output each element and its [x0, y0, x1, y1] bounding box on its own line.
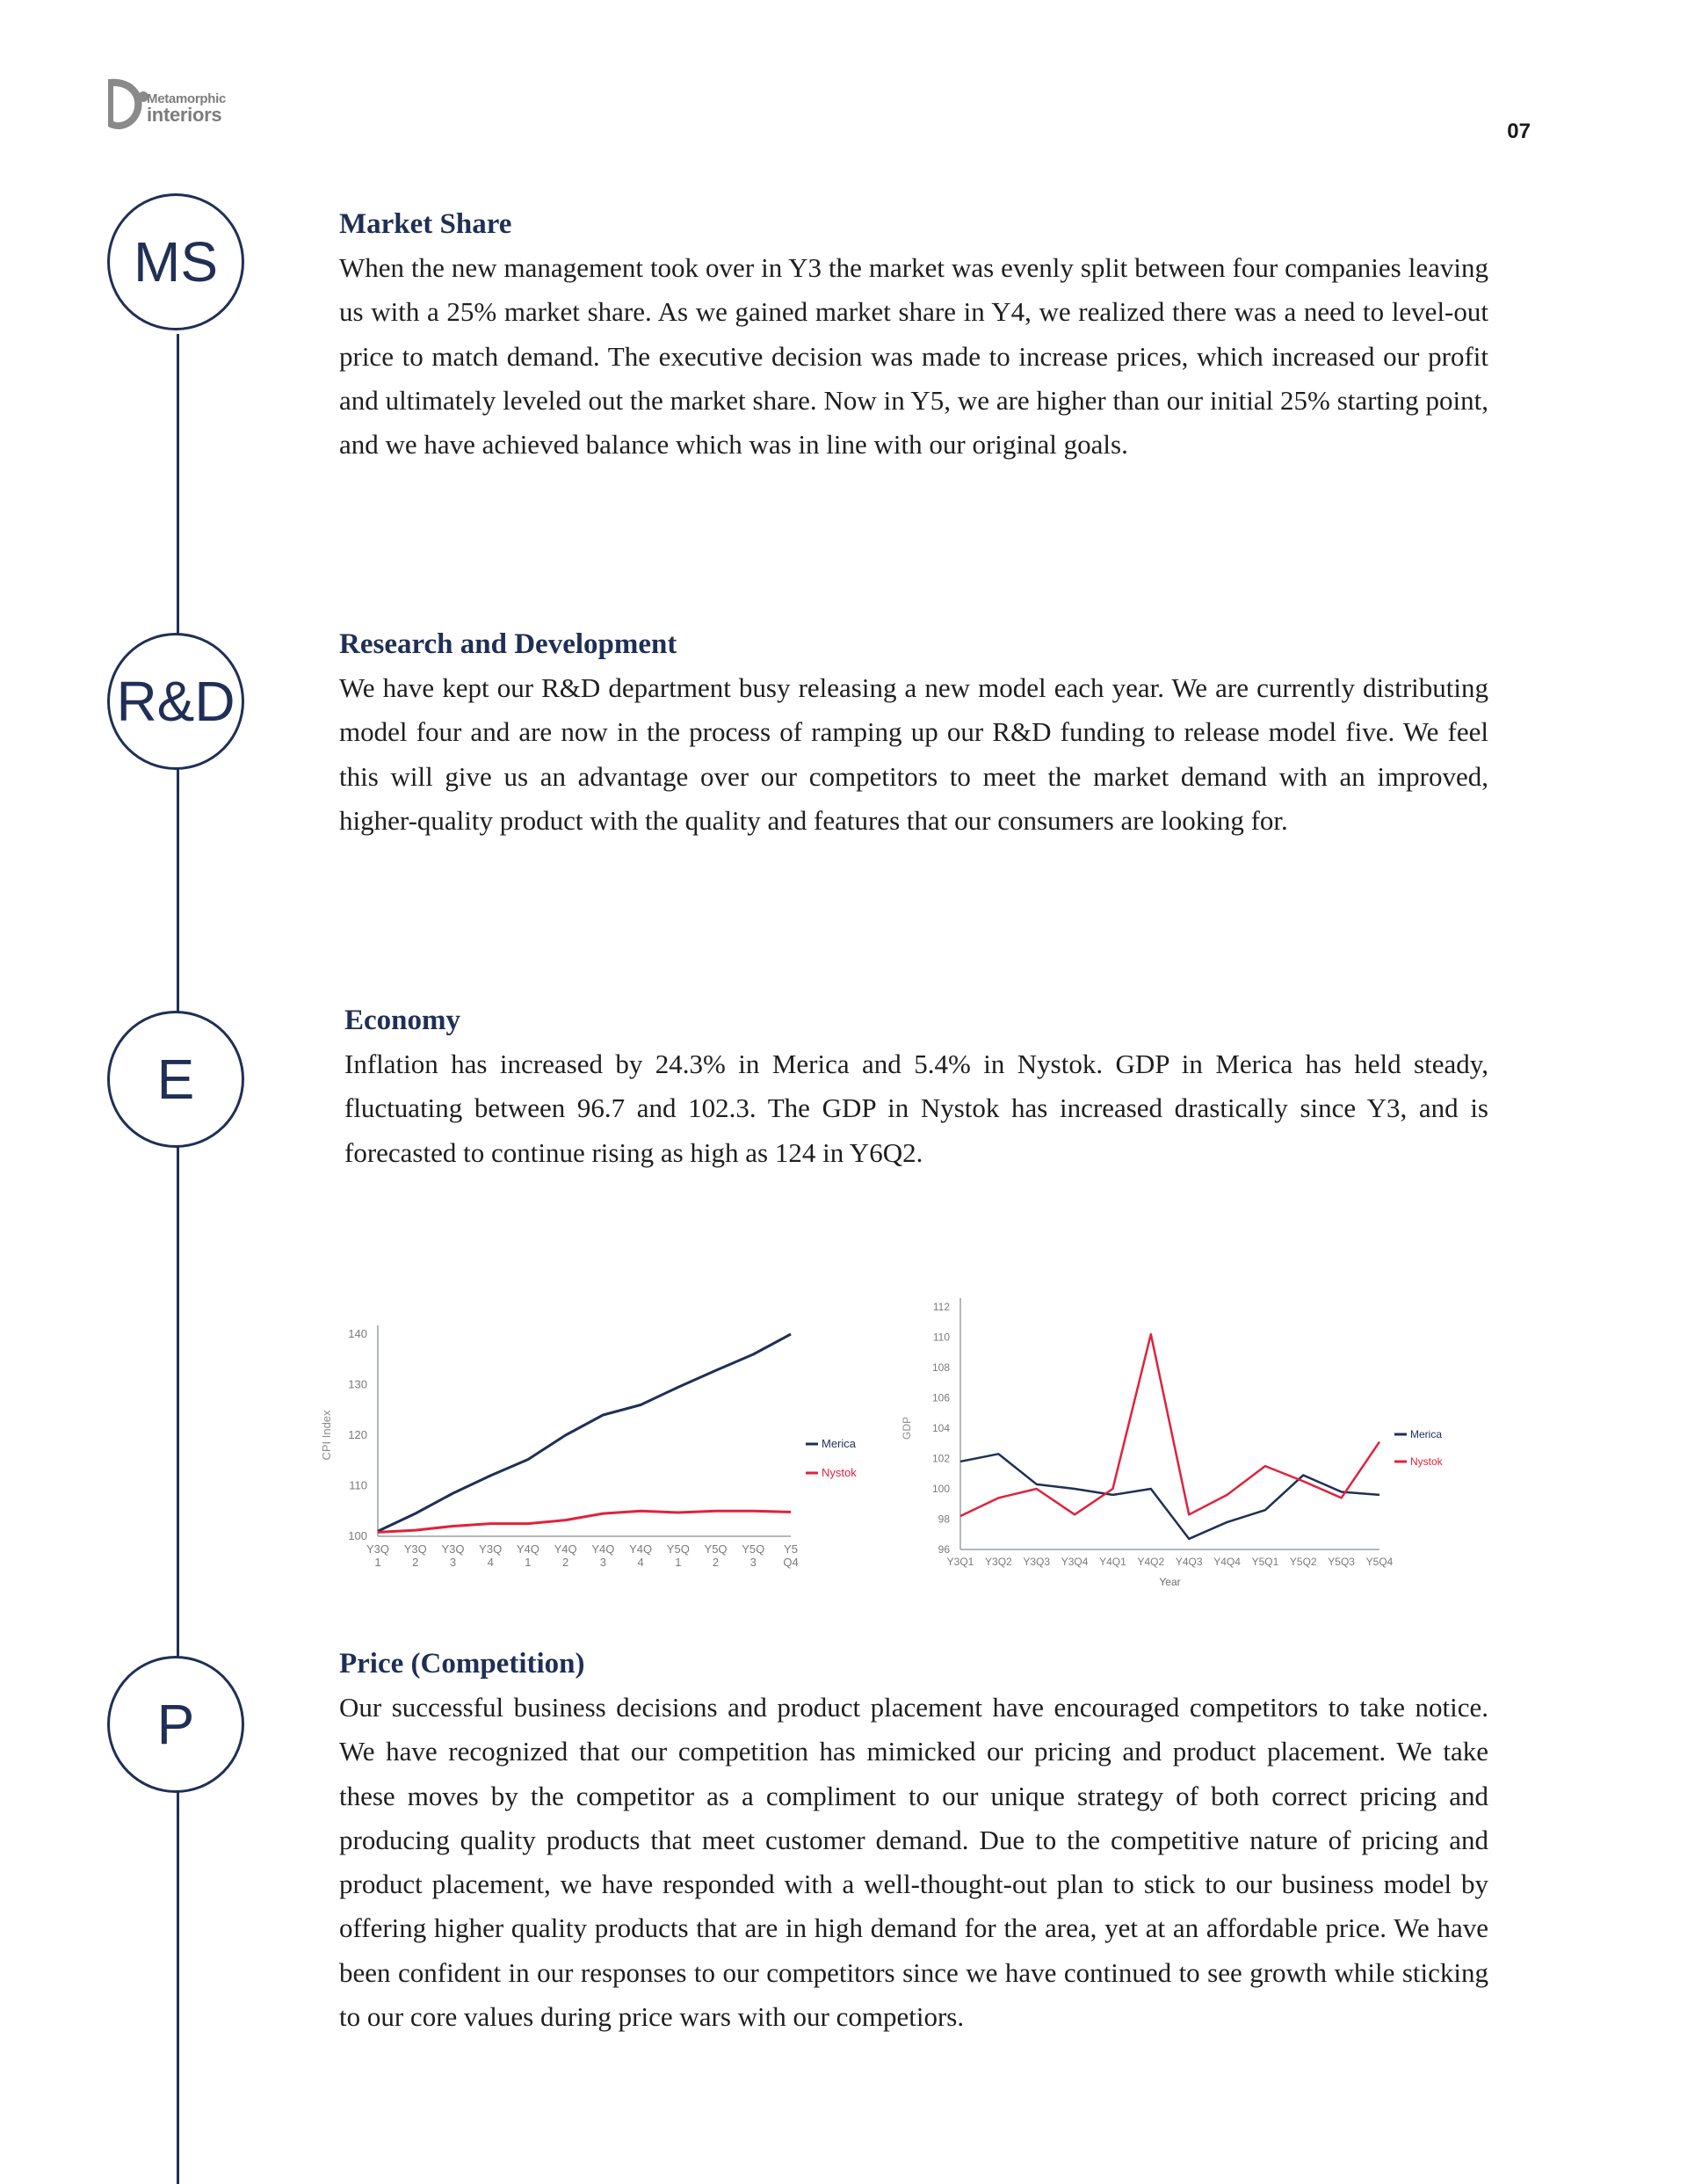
x-tick-label: Y4Q — [516, 1542, 539, 1556]
section-economy — [344, 998, 1488, 1175]
logo-text-large: interiors — [147, 104, 222, 126]
y-tick-label: 96 — [938, 1543, 950, 1556]
y-tick-label: 110 — [932, 1331, 950, 1344]
x-tick-label: Y4Q — [629, 1542, 653, 1556]
y-tick-label: 108 — [931, 1361, 950, 1374]
page-number: 07 — [1507, 120, 1531, 143]
x-tick-label: Y5Q3 — [1328, 1556, 1355, 1568]
company-logo — [103, 74, 243, 137]
section-body: Our successful business decisions and product placement have encouraged competitors to take notice. We have recognized that our competition has mimicked our pricing and product placement. We take these moves by the competitor as a compliment to our unique strategy of both correct pricing and producing quality products that meet customer demand. Due to the competitive nature of pricing and product placement, we have responded with a well-thought-out plan to stick to our business model by offering higher quality products that are in high demand for the area, yet at an affordable price. We have been confident in our responses to our competitors since we have continued to see growth while sticking to our core values during price wars with our competiors. — [339, 1692, 1488, 2033]
legend-label-merica: Merica — [1410, 1428, 1443, 1440]
timeline-line — [177, 334, 179, 2184]
section-research-development — [339, 622, 1488, 843]
x-tick-label: 1 — [374, 1556, 381, 1569]
x-tick-label: Y4Q — [591, 1542, 615, 1556]
legend-label-nystok: Nystok — [1410, 1455, 1443, 1468]
section-market-share — [339, 202, 1488, 467]
badge-market-share: MS — [107, 193, 244, 330]
x-tick-label: Y4Q3 — [1175, 1556, 1203, 1568]
section-price-competition — [339, 1642, 1488, 2039]
cpi-chart-svg — [316, 1310, 857, 1582]
x-tick-label: Y5Q4 — [1365, 1556, 1394, 1568]
x-tick-label: 3 — [599, 1556, 606, 1569]
x-tick-label: Y4Q2 — [1137, 1556, 1165, 1568]
series-line-nystok — [960, 1334, 1379, 1516]
x-tick-label: 4 — [637, 1556, 644, 1569]
logo-mark-icon — [103, 74, 147, 137]
y-tick-label: 110 — [349, 1478, 367, 1492]
x-tick-label: Y5Q — [742, 1542, 765, 1556]
x-tick-label: 1 — [675, 1556, 682, 1569]
x-tick-label: Y3Q — [479, 1542, 503, 1556]
series-line-merica — [378, 1334, 791, 1531]
y-tick-label: 130 — [348, 1377, 367, 1391]
series-line-nystok — [378, 1511, 791, 1532]
series-line-merica — [960, 1454, 1379, 1539]
y-tick-label: 100 — [348, 1529, 367, 1542]
x-tick-label: 1 — [525, 1556, 532, 1569]
gdp-chart — [896, 1292, 1459, 1595]
x-tick-label: Y5Q — [666, 1542, 690, 1556]
section-heading: Economy — [344, 1005, 460, 1036]
x-tick-label: Y3Q — [366, 1542, 390, 1556]
section-heading: Research and Development — [339, 628, 677, 660]
x-tick-label: 2 — [712, 1556, 720, 1569]
y-tick-label: 120 — [348, 1428, 367, 1441]
x-tick-label: Y4Q1 — [1099, 1556, 1126, 1568]
legend-label-merica: Merica — [822, 1437, 857, 1450]
gdp-chart-svg — [896, 1292, 1459, 1591]
x-tick-label: Y3Q3 — [1023, 1556, 1051, 1568]
section-body: Inflation has increased by 24.3% in Merica and 5.4% in Nystok. GDP in Merica has held steady, fluctuating between 96.7 and 102.3. The GDP in Nystok has increased drastically since Y3, and is forecasted to continue rising as high as 124 in Y6Q2. — [344, 1048, 1488, 1168]
x-tick-label: Y3Q2 — [985, 1556, 1012, 1568]
section-body: When the new management took over in Y3 the market was evenly split between four companies leaving us with a 25% market share. As we gained market share in Y4, we realized there was a need to level-out price to match demand. The executive decision was made to increase prices, which increased our profit and ultimately leveled out the market share. Now in Y5, we are higher than our initial 25% starting point, and we have achieved balance which was in line with our original goals. — [339, 252, 1488, 461]
x-tick-label: Y3Q4 — [1061, 1556, 1089, 1568]
badge-economy: E — [107, 1011, 244, 1148]
x-tick-label: Y3Q1 — [946, 1556, 974, 1568]
legend-label-nystok: Nystok — [822, 1466, 857, 1479]
x-tick-label: Y4Q — [554, 1542, 577, 1556]
x-tick-label: Y5Q1 — [1251, 1556, 1279, 1568]
y-tick-label: 104 — [931, 1422, 950, 1434]
badge-research-development: R&D — [107, 633, 244, 770]
section-body: We have kept our R&D department busy releasing a new model each year. We are currently distributing model four and are now in the process of ramping up our R&D funding to release model five. We feel this will give us an advantage over our competitors to meet the market demand with an improved, higher-quality product with the quality and features that our consumers are looking for. — [339, 672, 1488, 836]
x-tick-label: Y5 — [784, 1542, 798, 1556]
x-axis-label: Year — [1159, 1576, 1181, 1588]
x-tick-label: 3 — [749, 1556, 757, 1569]
y-axis-label: CPI Index — [320, 1410, 333, 1461]
x-tick-label: 3 — [449, 1556, 457, 1569]
cpi-chart — [316, 1310, 857, 1586]
logo-text-small: Metamorphic — [147, 91, 227, 106]
y-tick-label: 140 — [348, 1327, 367, 1340]
x-tick-label: Y3Q — [441, 1542, 465, 1556]
y-tick-label: 112 — [932, 1301, 950, 1313]
x-tick-label: Y5Q — [704, 1542, 728, 1556]
section-heading: Market Share — [339, 208, 512, 240]
x-tick-label: 4 — [487, 1556, 494, 1569]
y-axis-label: GDP — [901, 1416, 913, 1440]
x-tick-label: Q4 — [783, 1556, 799, 1569]
section-heading: Price (Competition) — [339, 1648, 585, 1680]
x-tick-label: Y3Q — [403, 1542, 427, 1556]
y-tick-label: 98 — [938, 1513, 950, 1526]
y-tick-label: 102 — [931, 1452, 950, 1465]
x-tick-label: 2 — [562, 1556, 569, 1569]
x-tick-label: 2 — [412, 1556, 419, 1569]
badge-price: P — [107, 1656, 244, 1793]
y-tick-label: 100 — [931, 1483, 950, 1495]
x-tick-label: Y5Q2 — [1289, 1556, 1317, 1568]
x-tick-label: Y4Q4 — [1213, 1556, 1241, 1568]
y-tick-label: 106 — [931, 1391, 950, 1404]
